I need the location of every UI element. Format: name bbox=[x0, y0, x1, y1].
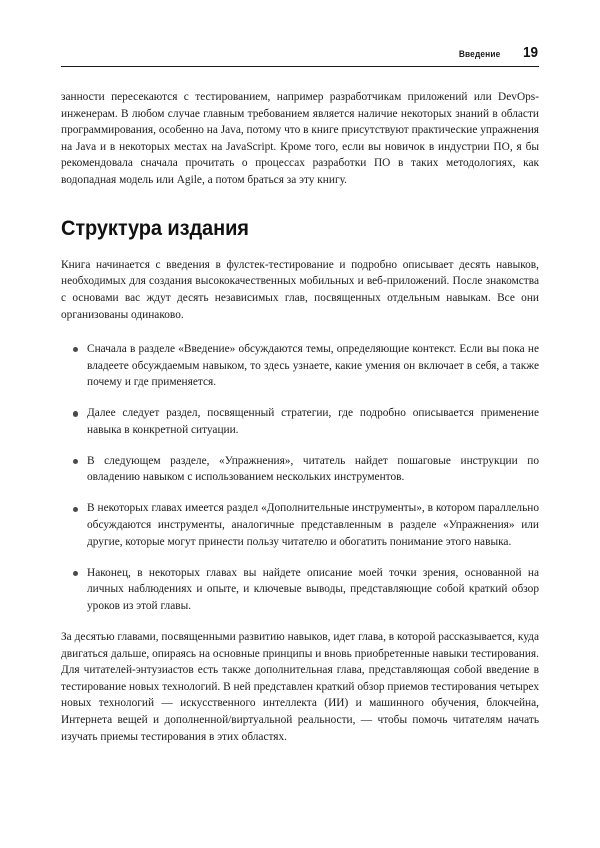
list-item-text: Далее следует раздел, посвященный стратегии, где подробно описывается применение навыка в конкретной ситуации. bbox=[87, 407, 539, 436]
list-item bbox=[61, 405, 539, 438]
list-item-text: Сначала в разделе «Введение» обсуждаются темы, определяющие контекст. Если вы пока не владеете обсуждаемым навыком, то здесь узнаете, какие умения он включает в себя, а также почему и где применяется. bbox=[87, 343, 539, 389]
running-head bbox=[61, 44, 539, 61]
text-column bbox=[61, 89, 539, 745]
bullet-dot-icon bbox=[73, 507, 78, 512]
list-item bbox=[61, 453, 539, 486]
bullet-dot-icon bbox=[73, 459, 78, 464]
bullet-dot-icon bbox=[73, 411, 78, 416]
body-paragraph-closing: За десятью главами, посвященными развитию навыков, идет глава, в которой рассказывается, куда двигаться дальше, опираясь на основные принципы и вновь приобретенные навыки тестирования. Для читателей-энтузиастов есть также дополнительная глава, представляющая собой введение в тестирование новых технологий. В ней представлен краткий обзор приемов тестирования четырех новых технологий — искусственного интеллекта (ИИ) и машинного обучения, блокчейна, Интернета вещей и дополненной/виртуальной реальности, — чтобы помочь читателям начать изучать приемы тестирования в этих областях. bbox=[61, 631, 539, 743]
running-head-title: Введение bbox=[458, 49, 501, 60]
bulleted-list bbox=[61, 341, 539, 614]
list-item bbox=[61, 565, 539, 615]
bullet-dot-icon bbox=[73, 347, 78, 352]
list-item-text: В некоторых главах имеется раздел «Дополнительные инструменты», в котором параллельно обсуждаются инструменты, аналогичные представленным в разделе «Упражнения» или другие, которые могут принести пользу читателю и обогатить понимание этого навыка. bbox=[87, 502, 539, 548]
page-number: 19 bbox=[523, 44, 539, 61]
body-paragraph-continued: занности пересекаются с тестированием, например разработчикам приложений или DevOps-инженерам. В любом случае главным требованием является наличие некоторых знаний в области программирования, особенно на Java, потому что в книге присутствуют практические упражнения на Java и в некоторых местах на JavaScript. Кроме того, если вы новичок в индустрии ПО, я бы рекомендовала сначала прочитать о процессах разработки ПО в таких методологиях, как водопадная модель или Agile, а потом браться за эту книгу. bbox=[61, 91, 539, 186]
list-item bbox=[61, 500, 539, 550]
header-rule-divider bbox=[61, 66, 539, 67]
spacer-before-heading bbox=[61, 188, 539, 217]
list-item-text: В следующем разделе, «Упражнения», читатель найдет пошаговые инструкции по овладению навыком с использованием нескольких инструментов. bbox=[87, 454, 539, 484]
spacer-before-list bbox=[61, 323, 539, 341]
section-heading: Структура издания bbox=[61, 216, 249, 241]
list-item-text: Наконец, в некоторых главах вы найдете описание моей точки зрения, основанной на личных наблюдениях и опыте, и ключевые выводы, представляющие собой краткий обзор уроков из этой главы. bbox=[87, 566, 539, 612]
spacer-after-heading bbox=[61, 241, 539, 257]
list-item bbox=[61, 341, 539, 391]
spacer-after-list bbox=[61, 614, 539, 629]
body-paragraph-intro: Книга начинается с введения в фулстек-тестирование и подробно описывает десять навыков, необходимых для создания высококачественных мобильных и веб-приложений. После знакомства с основами вас ждут десять независимых глав, посвященных отдельным навыкам. Все они организованы одинаково. bbox=[61, 258, 539, 321]
bullet-dot-icon bbox=[73, 571, 78, 576]
